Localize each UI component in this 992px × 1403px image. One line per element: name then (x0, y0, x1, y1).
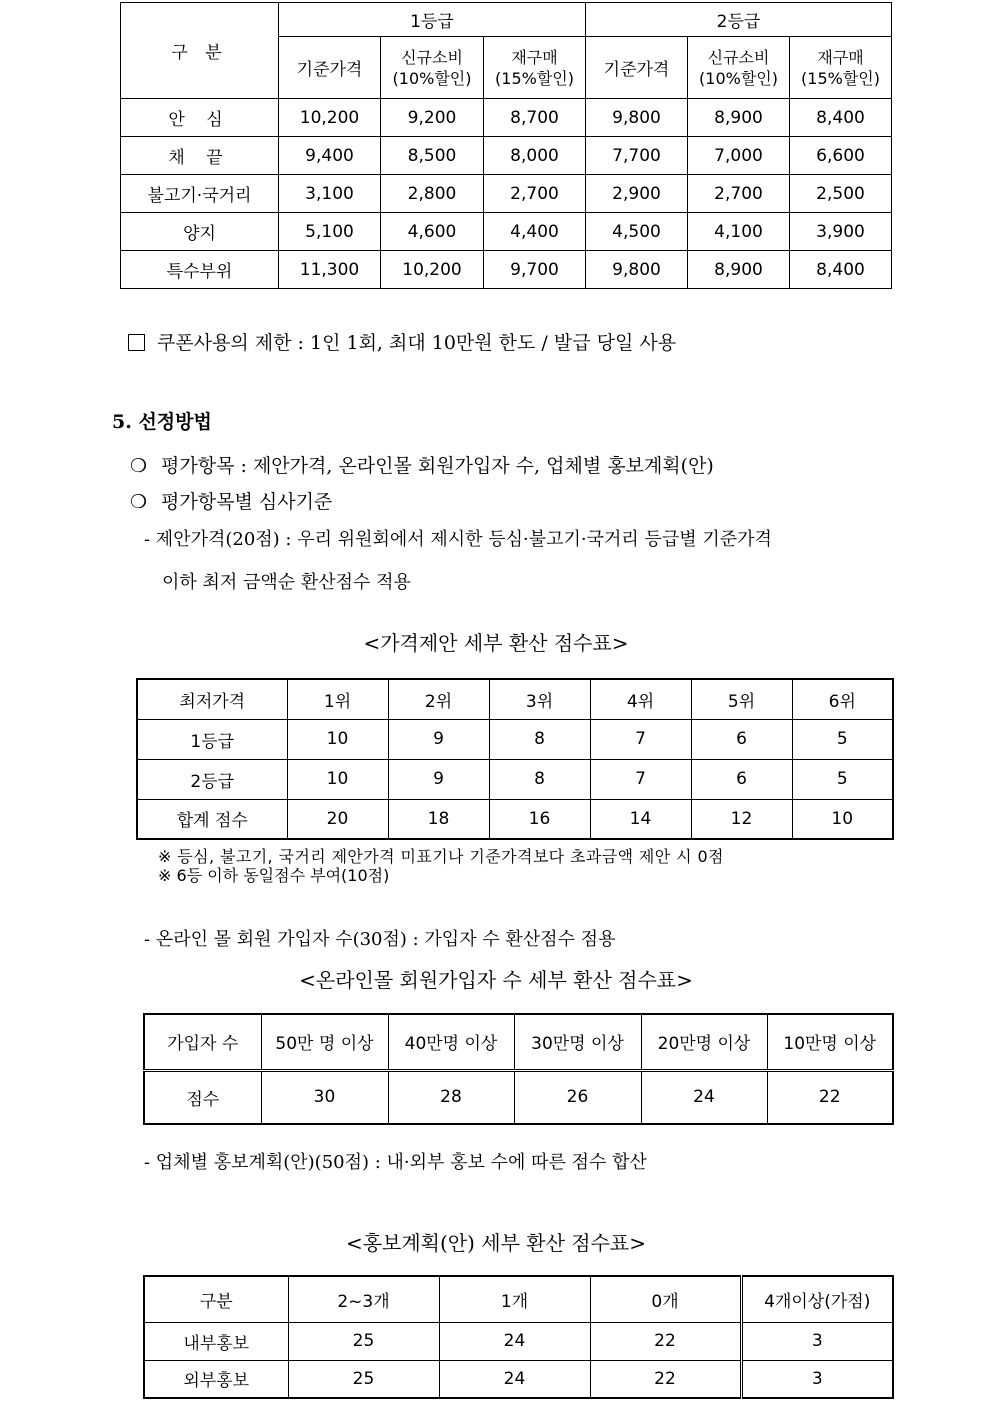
eval-criteria: ❍ 평가항목별 심사기준 (130, 491, 333, 513)
cell: 9,800 (586, 251, 688, 289)
price-criteria-line1: - 제안가격(20점) : 우리 위원회에서 제시한 등심·불고기·국거리 등급별 기준가격 (144, 529, 772, 550)
cell: 8,900 (688, 251, 790, 289)
cell: 2,700 (484, 175, 586, 213)
cell: 24 (439, 1360, 590, 1398)
header-cell: 50만 명 이상 (261, 1014, 388, 1070)
table-row (137, 759, 893, 799)
cell: 3,900 (790, 213, 892, 251)
coupon-limit-text: 쿠폰사용의 제한 : 1인 1회, 최대 10만원 한도 / 발급 당일 사용 (157, 332, 677, 354)
cell: 2,500 (790, 175, 892, 213)
price-score-table (136, 678, 894, 840)
member-caption: <온라인몰 회원가입자 수 세부 환산 점수표> (299, 968, 693, 992)
table-row (144, 1360, 893, 1398)
cell: 4,600 (381, 213, 484, 251)
cell: 9 (388, 719, 489, 759)
table-row (121, 137, 892, 175)
cell: 5 (792, 759, 893, 799)
cell: 9,700 (484, 251, 586, 289)
cell: 22 (590, 1322, 741, 1360)
cell: 12 (691, 799, 792, 839)
cell: 8 (489, 719, 590, 759)
cell: 7,700 (586, 137, 688, 175)
eval-items: ❍ 평가항목 : 제안가격, 온라인몰 회원가입자 수, 업체별 홍보계획(안) (130, 455, 714, 477)
cell: 24 (641, 1070, 767, 1124)
table-row (144, 1322, 893, 1360)
header-cell: 구분 (144, 1276, 288, 1322)
cell: 26 (514, 1070, 641, 1124)
price-score-caption: <가격제안 세부 환산 점수표> (363, 631, 629, 655)
header-cell: 6위 (792, 679, 893, 719)
cell: 4,500 (586, 213, 688, 251)
cell: 3 (741, 1322, 893, 1360)
cell: 5 (792, 719, 893, 759)
cell: 10 (287, 759, 388, 799)
cell: 2,700 (688, 175, 790, 213)
cell: 7 (590, 759, 691, 799)
price-criteria-line2: 이하 최저 금액순 환산점수 적용 (162, 572, 411, 593)
member-criteria: - 온라인 몰 회원 가입자 수(30점) : 가입자 수 환산점수 점용 (144, 929, 616, 950)
circle-bullet-icon: ❍ (130, 491, 148, 513)
table-row (121, 213, 892, 251)
row-label: 불고기·국거리 (121, 175, 279, 213)
row-label: 특수부위 (121, 251, 279, 289)
row-label: 2등급 (137, 759, 287, 799)
cell: 4,100 (688, 213, 790, 251)
cell: 5,100 (279, 213, 381, 251)
cell: 18 (388, 799, 489, 839)
row-label: 외부홍보 (144, 1360, 288, 1398)
header-cell: 4개이상(가점) (741, 1276, 893, 1322)
promo-table (143, 1275, 894, 1399)
header-cell: 2~3개 (288, 1276, 439, 1322)
header-repurchase: 재구매 (15%할인) (790, 37, 892, 99)
cell: 7 (590, 719, 691, 759)
row-label: 내부홍보 (144, 1322, 288, 1360)
cell: 9 (388, 759, 489, 799)
row-label: 1등급 (137, 719, 287, 759)
cell: 7,000 (688, 137, 790, 175)
promo-criteria: - 업체별 홍보계획(안)(50점) : 내·외부 홍보 수에 따른 점수 합산 (144, 1152, 647, 1173)
header-cell: 0개 (590, 1276, 741, 1322)
price-note-2: ※ 6등 이하 동일점수 부여(10점) (158, 866, 390, 885)
cell: 30 (261, 1070, 388, 1124)
cell: 2,900 (586, 175, 688, 213)
coupon-limit (128, 328, 676, 355)
header-grade1: 1등급 (279, 3, 586, 37)
square-icon (128, 334, 145, 351)
cell: 6 (691, 719, 792, 759)
header-new-purchase: 신규소비 (10%할인) (688, 37, 790, 99)
cell: 2,800 (381, 175, 484, 213)
header-new-purchase: 신규소비 (10%할인) (381, 37, 484, 99)
row-label: 양지 (121, 213, 279, 251)
cell: 22 (590, 1360, 741, 1398)
cell: 11,300 (279, 251, 381, 289)
header-cell: 3위 (489, 679, 590, 719)
header-cell: 5위 (691, 679, 792, 719)
cell: 8,700 (484, 99, 586, 137)
row-label: 점수 (144, 1070, 261, 1124)
cell: 6 (691, 759, 792, 799)
header-cell: 가입자 수 (144, 1014, 261, 1070)
table-row (137, 799, 893, 839)
cell: 25 (288, 1322, 439, 1360)
circle-bullet-icon: ❍ (130, 455, 148, 477)
cell: 9,400 (279, 137, 381, 175)
cell: 28 (388, 1070, 514, 1124)
cell: 16 (489, 799, 590, 839)
cell: 8,900 (688, 99, 790, 137)
cell: 10,200 (279, 99, 381, 137)
table-row (121, 175, 892, 213)
header-cell: 최저가격 (137, 679, 287, 719)
row-label: 합계 점수 (137, 799, 287, 839)
cell: 10,200 (381, 251, 484, 289)
cell: 14 (590, 799, 691, 839)
header-base-price: 기준가격 (586, 37, 688, 99)
header-repurchase: 재구매 (15%할인) (484, 37, 586, 99)
section-title: 5. 선정방법 (112, 411, 212, 433)
header-cell: 40만명 이상 (388, 1014, 514, 1070)
header-cell: 30만명 이상 (514, 1014, 641, 1070)
cell: 6,600 (790, 137, 892, 175)
price-note-1: ※ 등심, 불고기, 국거리 제안가격 미표기나 기준가격보다 초과금액 제안 시 0점 (158, 847, 724, 866)
table-row (121, 99, 892, 137)
table-row (144, 1070, 893, 1124)
cell: 20 (287, 799, 388, 839)
cell: 22 (767, 1070, 893, 1124)
cell: 10 (287, 719, 388, 759)
table-row (144, 1014, 893, 1070)
cell: 3,100 (279, 175, 381, 213)
cell: 8 (489, 759, 590, 799)
cell: 24 (439, 1322, 590, 1360)
header-base-price: 기준가격 (279, 37, 381, 99)
header-cell: 2위 (388, 679, 489, 719)
table-row (144, 1276, 893, 1322)
cell: 9,800 (586, 99, 688, 137)
header-grade2: 2등급 (586, 3, 892, 37)
promo-caption: <홍보계획(안) 세부 환산 점수표> (345, 1231, 647, 1255)
table-row (121, 251, 892, 289)
header-cell: 1개 (439, 1276, 590, 1322)
table-row (137, 679, 893, 719)
cell: 3 (741, 1360, 893, 1398)
cell: 8,000 (484, 137, 586, 175)
cell: 4,400 (484, 213, 586, 251)
header-cell: 10만명 이상 (767, 1014, 893, 1070)
cell: 10 (792, 799, 893, 839)
row-label: 채 끝 (121, 137, 279, 175)
header-cell: 4위 (590, 679, 691, 719)
price-table (120, 2, 892, 289)
header-cell: 1위 (287, 679, 388, 719)
table-row (137, 719, 893, 759)
row-label: 안 심 (121, 99, 279, 137)
header-category: 구 분 (121, 3, 279, 99)
cell: 25 (288, 1360, 439, 1398)
cell: 8,400 (790, 251, 892, 289)
header-cell: 20만명 이상 (641, 1014, 767, 1070)
cell: 8,500 (381, 137, 484, 175)
member-table (143, 1013, 894, 1125)
cell: 8,400 (790, 99, 892, 137)
cell: 9,200 (381, 99, 484, 137)
